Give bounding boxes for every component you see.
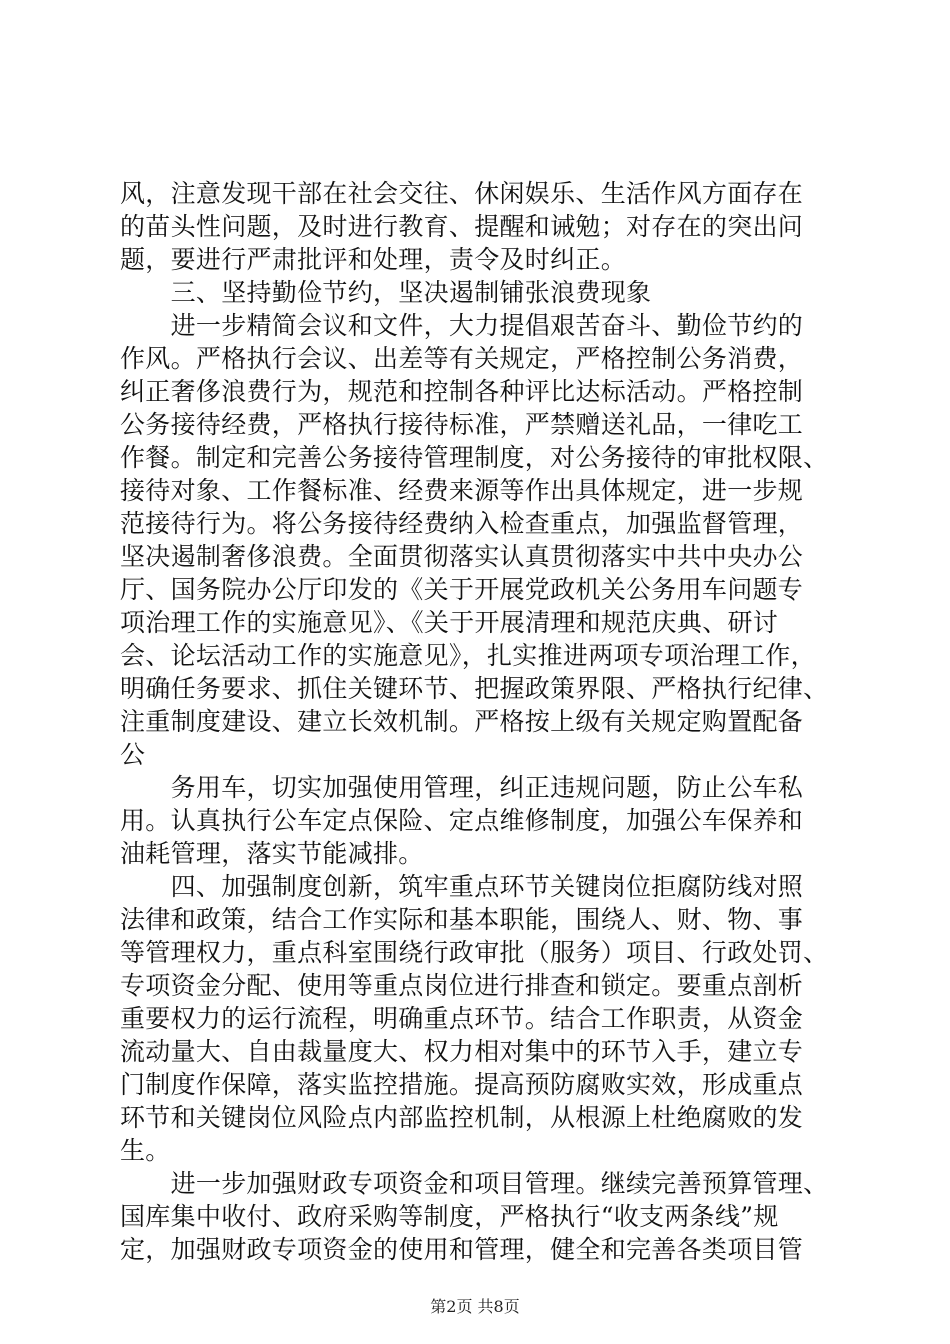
text-line: 进一步精简会议和文件，大力提倡艰苦奋斗、勤俭节约的 xyxy=(120,311,804,340)
text-line: 务用车，切实加强使用管理，纠正违规问题，防止公车私 xyxy=(120,773,804,802)
text-line: 等管理权力，重点科室围绕行政审批（服务）项目、行政处罚、 xyxy=(120,938,829,967)
text-line: 作风。严格执行会议、出差等有关规定，严格控制公务消费， xyxy=(120,344,804,373)
text-line: 公 xyxy=(120,740,146,769)
text-line: 油耗管理，落实节能减排。 xyxy=(120,839,424,868)
text-line: 接待对象、工作餐标准、经费来源等作出具体规定，进一步规 xyxy=(120,476,804,505)
text-line: 用。认真执行公车定点保险、定点维修制度，加强公车保养和 xyxy=(120,806,804,835)
text-line: 会、论坛活动工作的实施意见》，扎实推进两项专项治理工作， xyxy=(120,641,816,670)
text-line: 范接待行为。将公务接待经费纳入检查重点，加强监督管理， xyxy=(120,509,804,538)
text-line: 厅、国务院办公厅印发的《关于开展党政机关公务用车问题专 xyxy=(120,575,804,604)
text-line: 国库集中收付、政府采购等制度，严格执行“收支两条线”规 xyxy=(120,1202,779,1231)
section-heading: 三、坚持勤俭节约，坚决遏制铺张浪费现象 xyxy=(120,278,652,307)
text-line: 作餐。制定和完善公务接待管理制度，对公务接待的审批权限、 xyxy=(120,443,829,472)
text-line: 进一步加强财政专项资金和项目管理。继续完善预算管理、 xyxy=(120,1169,829,1198)
text-line: 门制度作保障，落实监控措施。提高预防腐败实效，形成重点 xyxy=(120,1070,804,1099)
text-line: 公务接待经费，严格执行接待标准，严禁赠送礼品，一律吃工 xyxy=(120,410,804,439)
page-number: 第2页 共8页 xyxy=(430,1297,520,1316)
text-line: 生。 xyxy=(120,1136,171,1165)
text-line: 环节和关键岗位风险点内部监控机制，从根源上杜绝腐败的发 xyxy=(120,1103,804,1132)
text-line: 坚决遏制奢侈浪费。全面贯彻落实认真贯彻落实中共中央办公 xyxy=(120,542,804,571)
text-line: 纠正奢侈浪费行为，规范和控制各种评比达标活动。严格控制 xyxy=(120,377,804,406)
section-heading: 四、加强制度创新，筑牢重点环节关键岗位拒腐防线对照 xyxy=(120,872,804,901)
text-line: 注重制度建设、建立长效机制。严格按上级有关规定购置配备 xyxy=(120,707,804,736)
text-line: 题，要进行严肃批评和处理，责令及时纠正。 xyxy=(120,245,627,274)
text-line: 专项资金分配、使用等重点岗位进行排查和锁定。要重点剖析 xyxy=(120,971,804,1000)
text-line: 的苗头性问题，及时进行教育、提醒和诫勉；对存在的突出问 xyxy=(120,212,804,241)
text-line: 明确任务要求、抓住关键环节、把握政策界限、严格执行纪律、 xyxy=(120,674,829,703)
text-line: 定，加强财政专项资金的使用和管理，健全和完善各类项目管 xyxy=(120,1235,804,1264)
text-line: 项治理工作的实施意见》、《关于开展清理和规范庆典、研讨 xyxy=(120,608,779,637)
text-line: 重要权力的运行流程，明确重点环节。结合工作职责，从资金 xyxy=(120,1004,804,1033)
text-line: 法律和政策，结合工作实际和基本职能，围绕人、财、物、事 xyxy=(120,905,804,934)
text-line: 流动量大、自由裁量度大、权力相对集中的环节入手，建立专 xyxy=(120,1037,804,1066)
text-line: 风，注意发现干部在社会交往、休闲娱乐、生活作风方面存在 xyxy=(120,179,804,208)
